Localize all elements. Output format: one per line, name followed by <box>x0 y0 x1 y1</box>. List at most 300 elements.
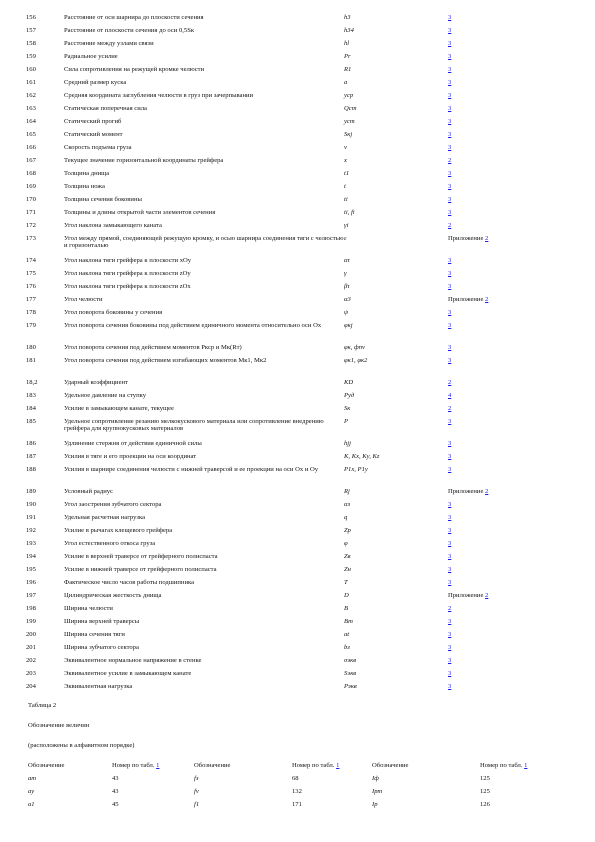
table2-symbol: ат <box>28 775 37 782</box>
row-number: 172 <box>26 222 36 229</box>
row-reference <box>448 618 518 631</box>
table-row <box>26 344 518 357</box>
table-reference-link[interactable]: 3 <box>448 566 452 573</box>
table-row <box>26 453 518 466</box>
row-number: 174 <box>26 257 36 264</box>
table-reference-link[interactable]: 3 <box>448 79 452 86</box>
row-number: 161 <box>26 79 36 86</box>
row-reference <box>448 235 518 257</box>
table2-header-cell <box>28 762 112 775</box>
table-reference-link[interactable]: 2 <box>448 157 452 164</box>
table-row <box>26 566 518 579</box>
row-number: 188 <box>26 466 36 473</box>
table-reference-link[interactable]: 3 <box>448 644 452 651</box>
row-number: 165 <box>26 131 36 138</box>
table2-row <box>28 775 548 788</box>
row-symbol: φк1, φк2 <box>344 357 368 364</box>
row-reference <box>448 553 518 566</box>
table-row <box>26 257 518 270</box>
row-symbol: at <box>344 631 350 638</box>
appendix-label: Приложение <box>448 296 486 303</box>
table2-title: Обозначение величин <box>28 722 90 729</box>
appendix-link[interactable]: 2 <box>485 488 489 495</box>
table-row <box>26 657 518 670</box>
table-reference-link[interactable]: 3 <box>448 344 452 351</box>
row-symbol: αз <box>344 501 351 508</box>
row-reference <box>448 270 518 283</box>
row-symbol: T <box>344 579 348 586</box>
table-row <box>26 418 518 440</box>
row-number: 18,2 <box>26 379 38 386</box>
row-reference <box>448 379 518 392</box>
row-reference <box>448 453 518 466</box>
row-number: 202 <box>26 657 36 664</box>
table2 <box>28 762 548 814</box>
row-reference <box>448 196 518 209</box>
table-reference-link[interactable]: 3 <box>448 170 452 177</box>
table2-header-label: Обозначение <box>28 762 65 769</box>
row-description: Ширина челюсти <box>64 605 113 612</box>
row-symbol: γi <box>344 222 349 229</box>
row-number: 175 <box>26 270 36 277</box>
table-reference-link[interactable]: 3 <box>448 14 452 21</box>
row-symbol: Sк <box>344 405 351 412</box>
row-reference <box>448 66 518 79</box>
row-description: Удельная расчетная нагрузка <box>64 514 146 521</box>
table-reference-link[interactable]: 3 <box>448 270 452 277</box>
symbols-table-body <box>26 14 518 696</box>
row-reference <box>448 440 518 453</box>
row-number: 185 <box>26 418 36 425</box>
row-number: 158 <box>26 40 36 47</box>
row-description: Условный радиус <box>64 488 113 495</box>
row-description: Толщины и длины открытой части элементов сечения <box>64 209 216 216</box>
row-reference <box>448 296 518 309</box>
table-row <box>26 170 518 183</box>
table-reference-link[interactable]: 3 <box>448 683 452 690</box>
row-symbol: x <box>344 157 347 164</box>
table-row <box>26 309 518 322</box>
table-row <box>26 592 518 605</box>
table-row <box>26 183 518 196</box>
row-reference <box>448 157 518 170</box>
row-description: Усилие в замыкающем канате, текущее <box>64 405 174 412</box>
table-row <box>26 209 518 222</box>
row-reference <box>448 170 518 183</box>
row-reference <box>448 53 518 66</box>
table2-number: 126 <box>480 801 490 808</box>
table-row <box>26 540 518 553</box>
table-row <box>26 27 518 40</box>
row-description: Усилия в тяге и его проекции на оси координат <box>64 453 197 460</box>
row-description: Эквивалентная нагрузка <box>64 683 133 690</box>
row-number: 191 <box>26 514 36 521</box>
row-description: Текущее значение горизонтальной координаты грейфера <box>64 157 224 164</box>
row-symbol: a <box>344 79 348 86</box>
row-reference <box>448 418 518 440</box>
row-description: Угол поворота сечения боковины под действием единичного момента относительно оси Ох <box>64 322 322 329</box>
row-number: 190 <box>26 501 36 508</box>
table-row <box>26 357 518 379</box>
table2-symbol: fз <box>194 775 199 782</box>
row-symbol: ti <box>344 196 348 203</box>
table-row <box>26 501 518 514</box>
table2-number: 125 <box>480 788 490 795</box>
row-reference <box>448 79 518 92</box>
table2-symbol: Ip <box>372 801 378 808</box>
appendix-label: Приложение <box>448 488 486 495</box>
table-row <box>26 405 518 418</box>
row-reference <box>448 131 518 144</box>
row-number: 167 <box>26 157 36 164</box>
row-symbol: h34 <box>344 27 354 34</box>
table-reference-link[interactable]: 3 <box>448 196 452 203</box>
table-row <box>26 270 518 283</box>
row-symbol: Zр <box>344 527 351 534</box>
row-description: Усилия в шарнире соединения челюсти с нижней траверсой и ее проекции на оси Ох и Оу <box>64 466 319 473</box>
row-reference <box>448 514 518 527</box>
table-row <box>26 14 518 27</box>
table-row <box>26 144 518 157</box>
row-reference <box>448 644 518 657</box>
row-number: 169 <box>26 183 36 190</box>
table-reference-link[interactable]: 3 <box>448 453 452 460</box>
table2-symbol: Iрт <box>372 788 383 795</box>
row-number: 199 <box>26 618 36 625</box>
table-row <box>26 322 518 344</box>
table-reference-link[interactable]: 2 <box>448 405 452 412</box>
row-reference <box>448 105 518 118</box>
row-reference <box>448 257 518 270</box>
row-description: Эквивалентное нормальное напряжение в стенке <box>64 657 202 664</box>
row-symbol: Рэкв <box>344 683 357 690</box>
table-reference-link[interactable]: 3 <box>448 466 452 473</box>
row-description: Усилие в верхней траверсе от грейферного полиспаста <box>64 553 218 560</box>
row-number: 159 <box>26 53 36 60</box>
row-number: 201 <box>26 644 36 651</box>
table-reference-link[interactable]: 3 <box>448 53 452 60</box>
table2-header-cell <box>480 762 548 775</box>
row-symbol: Zн <box>344 566 351 573</box>
row-number: 160 <box>26 66 36 73</box>
table-reference-link[interactable]: 3 <box>448 27 452 34</box>
row-description: Скорость подъема груза <box>64 144 132 151</box>
row-reference <box>448 405 518 418</box>
row-reference <box>448 657 518 670</box>
table-reference-link[interactable]: 3 <box>448 92 452 99</box>
table-row <box>26 53 518 66</box>
table-reference-link[interactable]: 3 <box>448 131 452 138</box>
table-reference-link[interactable]: 4 <box>448 392 452 399</box>
row-symbol: h3 <box>344 14 351 21</box>
row-symbol: P1х, P1у <box>344 466 368 473</box>
row-number: 195 <box>26 566 36 573</box>
row-number: 177 <box>26 296 36 303</box>
row-number: 164 <box>26 118 36 125</box>
table-row <box>26 553 518 566</box>
table-row <box>26 631 518 644</box>
row-symbol: Руд <box>344 392 355 399</box>
row-number: 171 <box>26 209 36 216</box>
row-reference <box>448 144 518 157</box>
row-number: 198 <box>26 605 36 612</box>
table-reference-link[interactable]: 3 <box>448 118 452 125</box>
appendix-link[interactable]: 2 <box>485 592 489 599</box>
table-reference-link[interactable]: 3 <box>448 618 452 625</box>
row-number: 163 <box>26 105 36 112</box>
table-row <box>26 157 518 170</box>
table-row <box>26 296 518 309</box>
row-number: 176 <box>26 283 36 290</box>
row-symbol: t <box>344 183 346 190</box>
row-number: 196 <box>26 579 36 586</box>
row-reference <box>448 283 518 296</box>
row-description: Статическая поперечная сила <box>64 105 147 112</box>
row-number: 179 <box>26 322 36 329</box>
row-reference <box>448 683 518 696</box>
table2-header-label: Обозначение <box>194 762 231 769</box>
table-reference-link[interactable]: 2 <box>448 222 452 229</box>
row-number: 170 <box>26 196 36 203</box>
table-row <box>26 131 518 144</box>
row-reference <box>448 466 518 488</box>
row-symbol: Rj <box>344 488 350 495</box>
table2-header-cell <box>194 762 292 775</box>
table-row <box>26 379 518 392</box>
table2-row <box>28 801 548 814</box>
table-reference-link[interactable]: 2 <box>448 605 452 612</box>
row-number: 203 <box>26 670 36 677</box>
row-description: Толщина сечения боковины <box>64 196 142 203</box>
row-number: 187 <box>26 453 36 460</box>
appendix-label: Приложение <box>448 592 486 599</box>
row-description: Удельное давление на ступку <box>64 392 147 399</box>
row-number: 200 <box>26 631 36 638</box>
table-reference-link[interactable]: 3 <box>448 540 452 547</box>
row-description: Сила сопротивления на режущей кромке челюсти <box>64 66 205 73</box>
table-reference-link[interactable]: 3 <box>448 514 452 521</box>
row-symbol: βτ <box>344 283 350 290</box>
row-symbol: φ <box>344 540 348 547</box>
table-row <box>26 466 518 488</box>
row-description: Эквивалентное усилие в замыкающем канате <box>64 670 192 677</box>
table-reference-link[interactable]: 3 <box>448 657 452 664</box>
table-row <box>26 283 518 296</box>
table-reference-link[interactable]: 3 <box>448 553 452 560</box>
row-symbol: D <box>344 592 349 599</box>
row-description: Ширина верхней траверсы <box>64 618 140 625</box>
row-reference <box>448 357 518 379</box>
row-description: Цилиндрическая жесткость днища <box>64 592 162 599</box>
table-reference-link[interactable]: 3 <box>448 209 452 216</box>
appendix-link[interactable]: 2 <box>485 296 489 303</box>
row-description: Угол поворота боковины у сечения <box>64 309 163 316</box>
table-reference-link[interactable]: 3 <box>448 440 452 447</box>
row-symbol: hjj <box>344 440 351 447</box>
table2-header-row <box>28 762 548 775</box>
table2-row <box>28 788 548 801</box>
table2-body <box>28 762 548 814</box>
table-reference-link[interactable]: 3 <box>448 40 452 47</box>
row-description: Угол поворота сечения под действием изгибающих моментов Мк1, Мк2 <box>64 357 267 364</box>
table-reference-link[interactable]: 3 <box>448 66 452 73</box>
row-symbol: q <box>344 514 348 521</box>
table-reference-link[interactable]: 3 <box>448 501 452 508</box>
table-reference-link[interactable]: 3 <box>448 309 452 316</box>
row-symbol: Вт <box>344 618 353 625</box>
table-row <box>26 40 518 53</box>
table-reference-link[interactable]: 3 <box>448 579 452 586</box>
table2-symbol: f1 <box>194 801 200 808</box>
row-reference <box>448 488 518 501</box>
row-number: 186 <box>26 440 36 447</box>
row-description: Ширина сечения тяги <box>64 631 125 638</box>
row-reference <box>448 392 518 405</box>
row-number: 197 <box>26 592 36 599</box>
table2-caption: Таблица 2 <box>28 702 57 709</box>
row-description: Расстояние от оси шарнира до плоскости сечения <box>64 14 204 21</box>
table-row <box>26 66 518 79</box>
row-description: Удельное сопротивление резанию мелкокускового материала или сопротивление внедрению грейфера для крупнокусковых материалов <box>64 418 324 433</box>
table2-number: 171 <box>292 801 302 808</box>
row-number: 180 <box>26 344 36 351</box>
row-symbol: Zв <box>344 553 351 560</box>
table2-header-cell <box>292 762 372 775</box>
row-reference <box>448 183 518 196</box>
row-symbol: ε <box>344 235 347 242</box>
row-reference <box>448 309 518 322</box>
table2-header-cell <box>112 762 194 775</box>
row-symbol: ti, fi <box>344 209 355 216</box>
row-description: Статический момент <box>64 131 123 138</box>
table-reference-link[interactable]: 3 <box>448 257 452 264</box>
row-reference <box>448 14 518 27</box>
row-description: Статический прогиб <box>64 118 122 125</box>
table-row <box>26 105 518 118</box>
row-reference <box>448 592 518 605</box>
table-row <box>26 196 518 209</box>
table-row <box>26 488 518 501</box>
row-description: Толщина днища <box>64 170 110 177</box>
row-description: Расстояние от плоскости сечения до оси 0,5Sк <box>64 27 195 34</box>
table-row <box>26 92 518 105</box>
table-reference-link[interactable]: 3 <box>448 357 452 364</box>
row-description: Расстояние между узлами связи <box>64 40 154 47</box>
table2-header-label: Номер по табл. <box>480 762 525 769</box>
table2-number: 45 <box>112 801 119 808</box>
row-symbol: Sэкв <box>344 670 357 677</box>
table2-header-link[interactable]: 1 <box>524 762 528 769</box>
row-symbol: ψ <box>344 309 349 316</box>
row-reference <box>448 540 518 553</box>
row-reference <box>448 579 518 592</box>
row-number: 189 <box>26 488 36 495</box>
table-row <box>26 514 518 527</box>
row-symbol: φк, фпv <box>344 344 365 351</box>
row-number: 162 <box>26 92 36 99</box>
row-description: Средняя координата заглубления челюсти в груз при зачерпывании <box>64 92 254 99</box>
table-reference-link[interactable]: 3 <box>448 144 452 151</box>
table-row <box>26 235 518 257</box>
table-reference-link[interactable]: 3 <box>448 283 452 290</box>
row-symbol: R1 <box>344 66 352 73</box>
row-number: 181 <box>26 357 36 364</box>
row-number: 184 <box>26 405 36 412</box>
table2-symbol: fv <box>194 788 199 795</box>
table-row <box>26 118 518 131</box>
row-number: 157 <box>26 27 36 34</box>
table-reference-link[interactable]: 3 <box>448 418 452 425</box>
row-symbol: σэкв <box>344 657 357 664</box>
table-row <box>26 222 518 235</box>
row-description: Удлинение стержня от действия единичной силы <box>64 440 202 447</box>
table2-number: 125 <box>480 775 490 782</box>
row-description: Угол естественного откоса груза <box>64 540 156 547</box>
row-description: Угол наклона тяги грейфера к плоскости хОу <box>64 257 192 264</box>
table-reference-link[interactable]: 3 <box>448 527 452 534</box>
row-number: 192 <box>26 527 36 534</box>
table2-number: 43 <box>112 788 119 795</box>
row-symbol: α3 <box>344 296 351 303</box>
table-row <box>26 579 518 592</box>
table-reference-link[interactable]: 3 <box>448 183 452 190</box>
table2-header-cell <box>372 762 480 775</box>
row-reference <box>448 209 518 222</box>
symbols-table <box>26 14 518 696</box>
row-symbol: уср <box>344 92 354 99</box>
table2-symbol: а1 <box>28 801 35 808</box>
table2-header-label: Обозначение <box>372 762 409 769</box>
table-row <box>26 79 518 92</box>
table-reference-link[interactable]: 3 <box>448 105 452 112</box>
table2-header-link[interactable]: 1 <box>156 762 160 769</box>
table-reference-link[interactable]: 3 <box>448 322 452 329</box>
row-reference <box>448 527 518 540</box>
row-reference <box>448 118 518 131</box>
row-reference <box>448 222 518 235</box>
table2-symbol: ау <box>28 788 35 795</box>
row-description: Средний размер куска <box>64 79 127 86</box>
row-reference <box>448 501 518 514</box>
table-reference-link[interactable]: 3 <box>448 631 452 638</box>
row-number: 183 <box>26 392 36 399</box>
row-number: 204 <box>26 683 36 690</box>
row-symbol: φкj <box>344 322 353 329</box>
table2-number: 132 <box>292 788 302 795</box>
table-reference-link[interactable]: 3 <box>448 670 452 677</box>
row-description: Угол челюсти <box>64 296 103 303</box>
row-number: 178 <box>26 309 36 316</box>
row-number: 168 <box>26 170 36 177</box>
table-row <box>26 605 518 618</box>
row-description: Угол заострения зубчатого сектора <box>64 501 162 508</box>
row-description: Ударный коэффициент <box>64 379 128 386</box>
table2-subtitle: (расположены в алфавитном порядке) <box>28 742 135 749</box>
table-reference-link[interactable]: 2 <box>448 379 452 386</box>
table2-header-label: Номер по табл. <box>112 762 157 769</box>
table-row <box>26 670 518 683</box>
row-description: Радиальное усилие <box>64 53 118 60</box>
row-symbol: K, Кх, Кy, Кz <box>344 453 380 460</box>
row-symbol: t1 <box>344 170 350 177</box>
appendix-link[interactable]: 2 <box>485 235 489 242</box>
row-reference <box>448 605 518 618</box>
table2-header-link[interactable]: 1 <box>336 762 340 769</box>
row-reference <box>448 670 518 683</box>
row-reference <box>448 566 518 579</box>
row-description: Усилие в нижней траверсе от грейферного полиспаста <box>64 566 217 573</box>
row-symbol: hl <box>344 40 350 47</box>
